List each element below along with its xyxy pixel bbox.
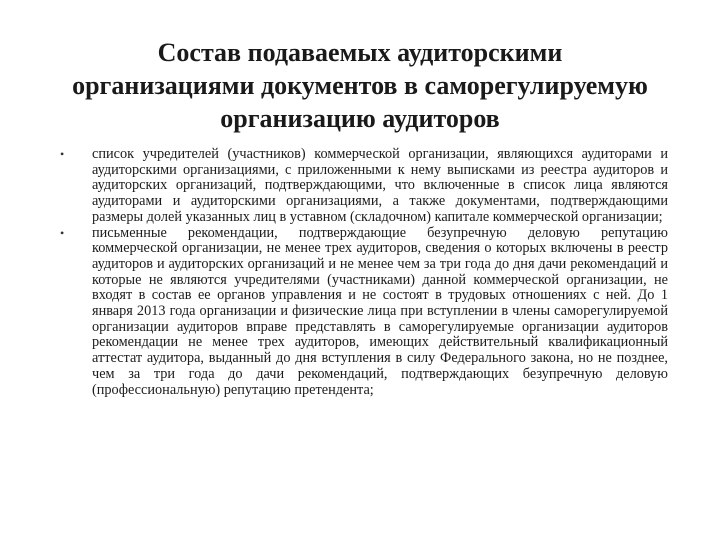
title-line: Состав подаваемых аудиторскими: [157, 38, 563, 67]
slide-title: [20, 36, 700, 135]
bullet-icon: •: [60, 225, 65, 240]
bullet-list: [60, 147, 668, 398]
list-item-founders: [60, 147, 668, 226]
bullet-icon: •: [60, 147, 65, 161]
list-item-recommendations: [60, 226, 668, 399]
list-item-text: письменные рекомендации, подтверждающие безупречную деловую репутацию коммерческой организации, не менее трех аудиторов, сведения о которых включены в реестр аудиторов и аудиторских организаций и не менее чем за три года до дня дачи рекомендаций и которые не являются учредителями (участниками) данной коммерческой организации, не входят в состав ее органов управления и не состоят в трудовых отношениях с ней. До 1 января 2013 года организации и физические лица при вступлении в члены саморегулируемой организации аудиторов вправе представлять в саморегулируемые организации аудиторов рекомендации не менее трех аудиторов, имеющих действительный квалификационный аттестат аудитора, выданный до дня вступления в силу Федерального закона, но не позднее, чем за три года до дачи рекомендаций, подтверждающих безупречную деловую (профессиональную) репутацию претендента;: [92, 224, 668, 398]
title-line: организациями документов в саморегулируемую: [72, 71, 648, 100]
list-item-text: список учредителей (участников) коммерческой организации, являющихся аудиторами и аудиторскими организациями, с приложенными к нему выписками из реестра аудиторов и аудиторских организаций, подтверждающими, что включенные в список лица являются аудиторами и аудиторскими организациями, а также документами, подтверждающими размеры долей указанных лиц в уставном (складочном) капитале коммерческой организации;: [92, 146, 668, 225]
title-line: организацию аудиторов: [220, 104, 500, 133]
